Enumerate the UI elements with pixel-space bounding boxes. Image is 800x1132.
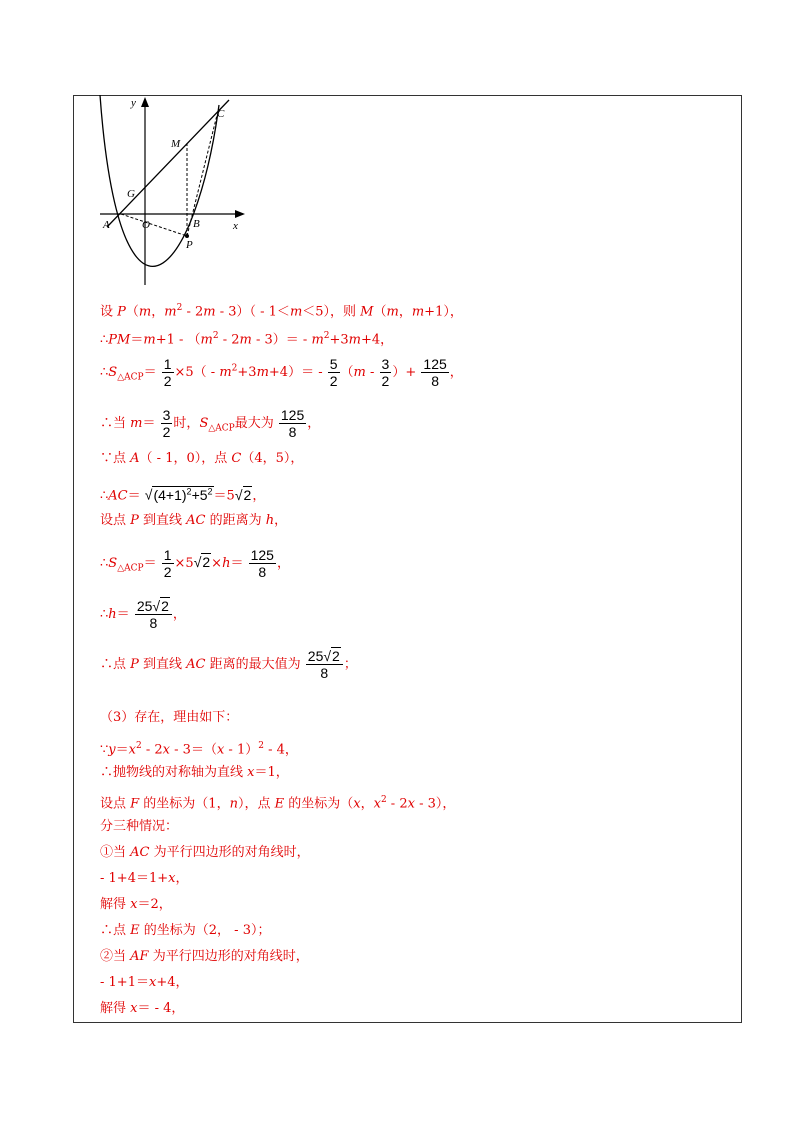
solution-line-19: ∴点 E 的坐标为（2， - 3）； (100, 923, 271, 938)
fraction: $\frac{25√2}{8}$ (306, 648, 343, 681)
label-c: C (217, 108, 225, 120)
label-y: y (131, 97, 136, 109)
sqrt-expression: √2 (193, 554, 211, 570)
solution-line-3: $\therefore S_{\triangle ACP}=$ $\frac{1}{2}$ $\times 5( - m^2+3m+4)=$ - $\frac{5}{2}$ （m - $\frac{3}{2}$ ）+ $\frac{125}{8}$ ， (100, 356, 463, 389)
label-b: B (193, 218, 200, 230)
fraction: $\frac{5}{2}$ (329, 356, 338, 389)
solution-line-17: - 1+4＝1+x， (100, 871, 189, 886)
solution-line-8: $\therefore S_{\triangle ACP}=$ $\frac{1}{2}$ ×5√2×h＝ $\frac{125}{8}$ ， (100, 547, 290, 580)
parabola-figure (95, 95, 260, 287)
fraction: $\frac{25√2}{8}$ (135, 598, 172, 631)
solution-line-10: ∴点 P 到直线 AC 距离的最大值为 $\frac{25√2}{8}$ ； (100, 648, 357, 681)
solution-line-11: （3）存在，理由如下： (100, 710, 239, 725)
solution-line-15: 分三种情况： (100, 819, 179, 834)
label-a: A (103, 219, 110, 231)
solution-line-20: ②当 AF 为平行四边形的对角线时， (100, 949, 309, 964)
fraction: $\frac{3}{2}$ (381, 356, 390, 389)
fraction: $\frac{3}{2}$ (162, 407, 171, 440)
solution-line-4: ∴当 m＝ $\frac{3}{2}$ 时，$S_{\triangle ACP}$最大为 $\frac{125}{8}$ ， (100, 407, 321, 440)
solution-line-2: ∴PM＝m+1 - $(m^2 - 2m - 3)= - m^2+3m+4$， (100, 331, 394, 348)
solution-line-14: 设点 F 的坐标为（1，n），点 E 的坐标为（x，$x^2 - 2x - 3$）， (100, 795, 456, 812)
fraction: $\frac{125}{8}$ (280, 407, 305, 440)
solution-line-1: 设 P（m，$m^2 - 2m - 3)( - 1<m<5)$，则 M（m，m+1）， (100, 303, 463, 320)
solution-line-13: ∴抛物线的对称轴为直线 x＝1， (100, 765, 289, 780)
fraction: $\frac{125}{8}$ (423, 356, 447, 389)
fraction: $\frac{1}{2}$ (163, 547, 172, 580)
solution-line-5: ∵点 A（ - 1，0），点 C（4，5）， (100, 451, 304, 466)
solution-line-12: $\because y=x^2 - 2x - 3=(x - 1)^2 - 4$， (100, 741, 298, 758)
solution-line-7: 设点 P 到直线 AC 的距离为 h， (100, 513, 288, 528)
fraction: $\frac{125}{8}$ (250, 547, 274, 580)
solution-line-9: ∴h＝ $\frac{25√2}{8}$ ， (100, 598, 186, 631)
solution-line-6: ∴AC＝ $√(4+1)^2+5^2=5√2$， (100, 482, 265, 506)
sqrt-expression: $√(4+1)^2+5^2$ (144, 486, 213, 503)
sqrt-expression: √2 (234, 486, 252, 503)
label-g: G (127, 188, 135, 200)
label-p: P (186, 239, 193, 251)
solution-line-16: ①当 AC 为平行四边形的对角线时， (100, 845, 310, 860)
solution-line-22: 解得 x＝ - 4， (100, 1001, 185, 1016)
label-o: O (142, 219, 150, 231)
solution-line-18: 解得 x＝2， (100, 897, 172, 912)
label-x: x (233, 220, 238, 232)
label-m: M (171, 138, 181, 150)
fraction: $\frac{1}{2}$ (163, 356, 172, 389)
solution-line-21: - 1+1＝x+4， (100, 975, 189, 990)
